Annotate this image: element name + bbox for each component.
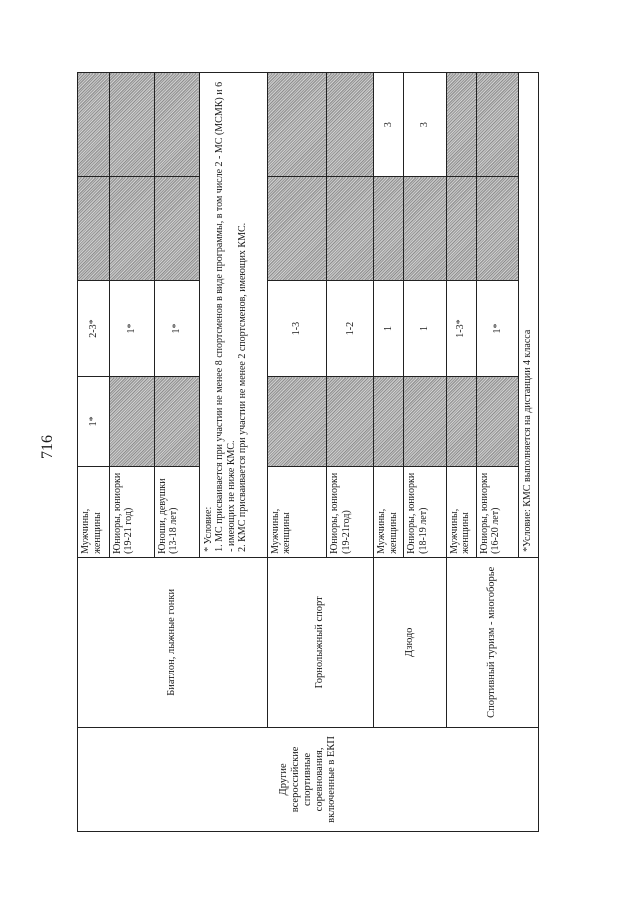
rank-cell: 1-3 <box>267 281 327 376</box>
rank-cell: 1* <box>109 281 154 376</box>
rank-cell <box>404 376 447 467</box>
category-cell: Юниоры, юниорки (16-20 лет) <box>476 467 519 558</box>
condition-note <box>199 73 267 558</box>
note-line: 2. КМС присваивается при участии не менее 2 спортсменов, имеющих КМС. <box>237 222 248 552</box>
rank-cell <box>109 73 154 177</box>
competition-group-cell: Другие всероссийские спортивные соревнования, включенные в ЕКП <box>78 727 539 831</box>
category-cell: Юниоры, юниорки (19-21год) <box>327 467 374 558</box>
sport-name: Горнолыжный спорт <box>267 557 374 727</box>
rank-cell <box>267 177 327 281</box>
rank-cell <box>476 73 519 177</box>
rank-cell <box>327 177 374 281</box>
rank-cell <box>476 177 519 281</box>
rank-cell <box>327 376 374 467</box>
rank-cell <box>374 376 404 467</box>
sport-name: Биатлон, лыжные гонки <box>78 557 268 727</box>
category-cell: Мужчины, женщины <box>374 467 404 558</box>
rank-cell: 1* <box>78 376 110 467</box>
category-cell: Мужчины, женщины <box>446 467 476 558</box>
rank-cell <box>327 73 374 177</box>
rank-cell: 1-2 <box>327 281 374 376</box>
rank-cell: 1 <box>374 281 404 376</box>
sport-name: Спортивный туризм - многоборье <box>446 557 538 727</box>
rank-cell: 3 <box>374 73 404 177</box>
rank-cell <box>109 177 154 281</box>
rank-cell <box>267 73 327 177</box>
rank-cell <box>154 177 199 281</box>
rank-cell <box>446 376 476 467</box>
rank-cell <box>109 376 154 467</box>
rank-cell: 1* <box>476 281 519 376</box>
rank-cell <box>446 73 476 177</box>
rank-cell: 3 <box>404 73 447 177</box>
category-cell: Мужчины, женщины <box>267 467 327 558</box>
rank-cell <box>154 376 199 467</box>
rank-cell <box>78 73 110 177</box>
page-number: 716 <box>39 435 56 459</box>
category-cell: Юниоры, юниорки (18-19 лет) <box>404 467 447 558</box>
rank-cell: 1 <box>404 281 447 376</box>
rank-cell <box>476 376 519 467</box>
rank-cell <box>78 177 110 281</box>
rank-cell <box>267 376 327 467</box>
rank-cell <box>154 73 199 177</box>
note-line: * Условие: <box>202 506 214 552</box>
rank-cell <box>404 177 447 281</box>
rank-cell <box>446 177 476 281</box>
sport-name: Дзюдо <box>374 557 446 727</box>
rank-conditions-table <box>77 72 539 832</box>
category-cell: Мужчины, женщины <box>78 467 110 558</box>
rank-cell: 1* <box>154 281 199 376</box>
category-cell: Юноши, девушки (13-18 лет) <box>154 467 199 558</box>
note-line: 1. МС присваивается при участии не менее 8 спортсменов в виде программы, в том числе 2 - МС (МСМК) и 6 - имеющих не ниже КМС. <box>214 81 237 552</box>
rank-cell <box>374 177 404 281</box>
rank-cell: 2-3* <box>78 281 110 376</box>
rank-cell: 1-3* <box>446 281 476 376</box>
condition-note: *Условие: КМС выполняется на дистанции 4 класса <box>519 73 539 558</box>
category-cell: Юниоры, юниорки (19-21 год) <box>109 467 154 558</box>
rotated-table-sheet <box>77 72 539 832</box>
